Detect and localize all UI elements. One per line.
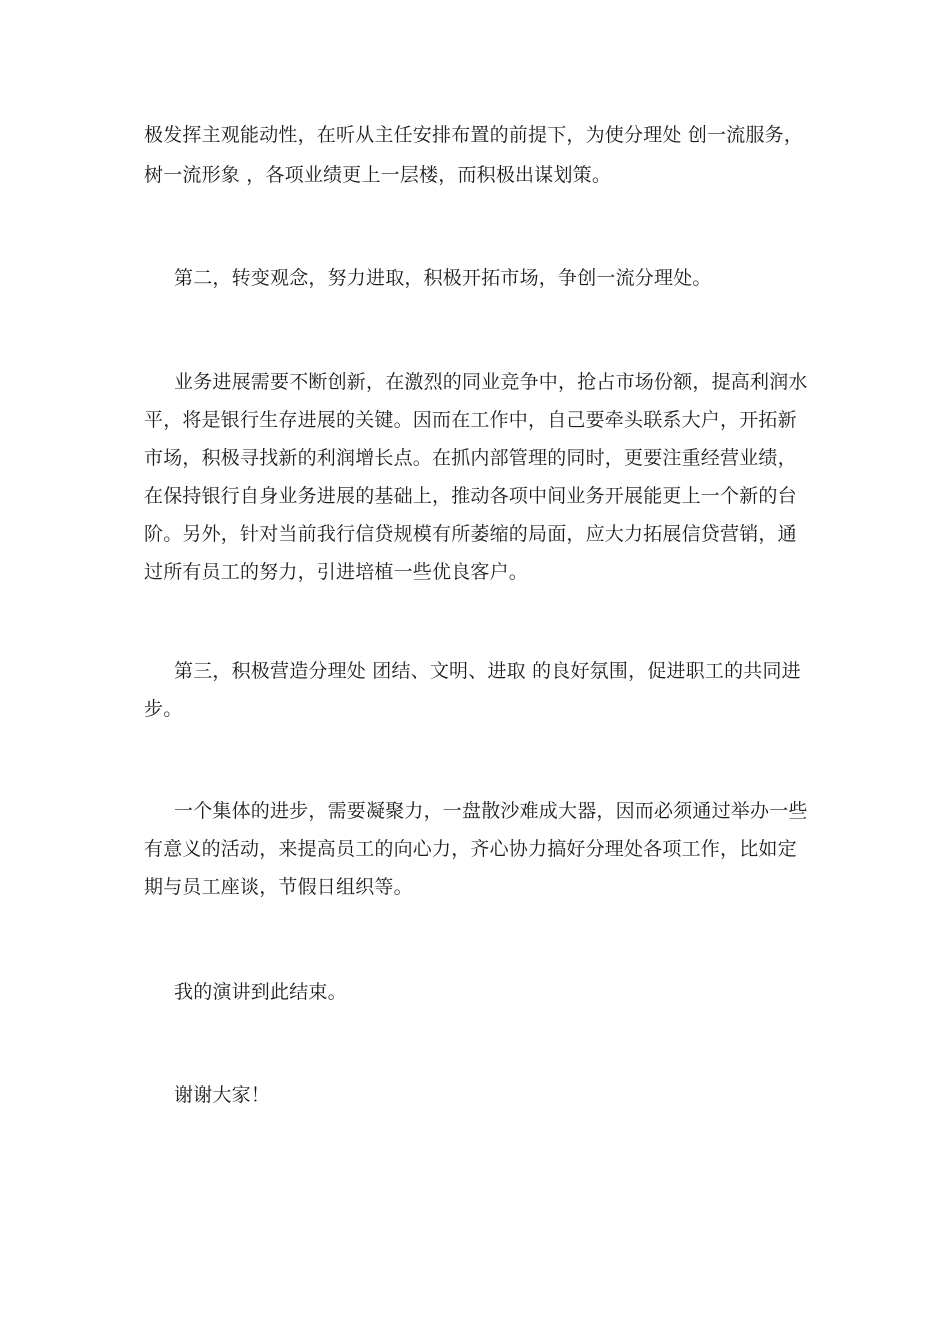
paragraph-3-line-5: 阶。另外，针对当前我行信贷规模有所萎缩的局面，应大力拓展信贷营销，通	[144, 523, 797, 545]
paragraph-3-line-2: 平，将是银行生存进展的关键。因而在工作中，自己要牵头联系大户，开拓新	[144, 409, 797, 431]
paragraph-3-line-3: 市场，积极寻找新的利润增长点。在抓内部管理的同时，更要注重经营业绩，	[144, 447, 797, 469]
paragraph-5-line-2: 有意义的活动，来提高员工的向心力，齐心协力搞好分理处各项工作，比如定	[144, 838, 797, 860]
closing-statement: 我的演讲到此结束。	[174, 981, 347, 1003]
paragraph-5-line-1: 一个集体的进步，需要凝聚力，一盘散沙难成大器，因而必须通过举办一些	[174, 800, 808, 822]
paragraph-3-line-1: 业务进展需要不断创新，在激烈的同业竞争中，抢占市场份额，提高利润水	[174, 371, 808, 393]
section-heading-third-line-2: 步。	[144, 698, 183, 720]
thanks-line: 谢谢大家！	[174, 1084, 271, 1106]
paragraph-3-line-4: 在保持银行自身业务进展的基础上，推动各项中间业务开展能更上一个新的台	[144, 485, 797, 507]
paragraph-3-line-6: 过所有员工的努力，引进培植一些优良客户。	[144, 561, 529, 583]
section-heading-second: 第二，转变观念，努力进取，积极开拓市场，争创一流分理处。	[174, 267, 712, 289]
paragraph-1-line-2: 树一流形象 ，各项业绩更上一层楼，而积极出谋划策。	[144, 164, 612, 186]
section-heading-third-line-1: 第三，积极营造分理处 团结、文明、进取 的良好氛围，促进职工的共同进	[174, 660, 801, 682]
paragraph-1-line-1: 极发挥主观能动性，在听从主任安排布置的前提下，为使分理处 创一流服务，	[144, 124, 804, 146]
paragraph-5-line-3: 期与员工座谈，节假日组织等。	[144, 876, 413, 898]
